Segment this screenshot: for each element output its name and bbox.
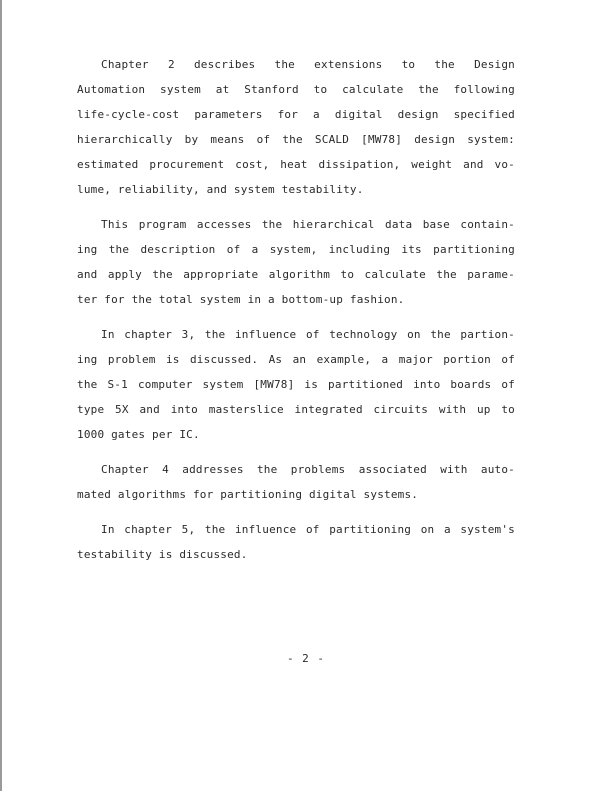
paragraph-1-line-1: Chapter 2 describes the extensions to the Design [101, 58, 515, 71]
paragraph-3-line-1: In chapter 3, the influence of technology on the partion- [101, 328, 515, 341]
paragraph-3-line-5: 1000 gates per IC. [77, 428, 200, 441]
paragraph-1-line-2: Automation system at Stanford to calculate the following [77, 83, 515, 96]
page-number: - 2 - [286, 652, 326, 665]
paragraph-1-line-6: lume, reliability, and system testability. [77, 183, 364, 196]
paragraph-2-line-4: ter for the total system in a bottom-up fashion. [77, 293, 405, 306]
scan-edge-rule [0, 0, 2, 791]
paragraph-5-line-2: testability is discussed. [77, 548, 248, 561]
paragraph-3-line-2: ing problem is discussed. As an example, a major portion of [77, 353, 515, 366]
paragraph-3-line-3: the S-1 computer system [MW78] is partitioned into boards of [77, 378, 515, 391]
paragraph-3-line-4: type 5X and into masterslice integrated circuits with up to [77, 403, 515, 416]
paragraph-4-line-2: mated algorithms for partitioning digital systems. [77, 488, 419, 501]
paragraph-4-line-1: Chapter 4 addresses the problems associated with auto- [101, 463, 515, 476]
paragraph-1-line-3: life-cycle-cost parameters for a digital design specified [77, 108, 515, 121]
paragraph-1-line-5: estimated procurement cost, heat dissipation, weight and vo- [77, 158, 515, 171]
paragraph-2-line-2: ing the description of a system, including its partitioning [77, 243, 515, 256]
paragraph-2-line-3: and apply the appropriate algorithm to calculate the parame- [77, 268, 515, 281]
paragraph-1-line-4: hierarchically by means of the SCALD [MW78] design system: [77, 133, 515, 146]
paragraph-5-line-1: In chapter 5, the influence of partitioning on a system's [101, 523, 515, 536]
paragraph-2-line-1: This program accesses the hierarchical data base contain- [101, 218, 515, 231]
